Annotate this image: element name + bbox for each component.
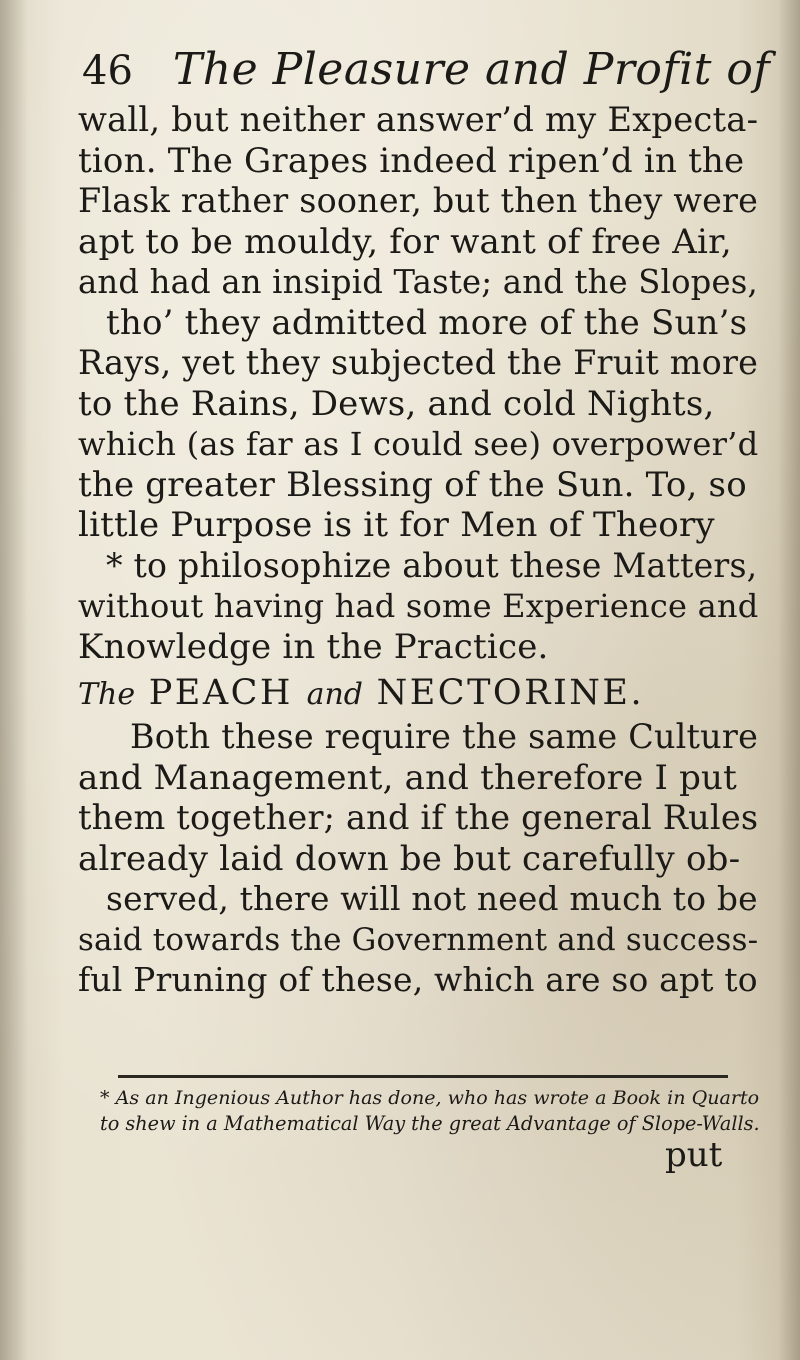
text-line: and Management, and therefore I put bbox=[78, 757, 738, 798]
text-line: said towards the Government and success- bbox=[78, 921, 759, 958]
text-line: which (as far as I could see) overpower’d bbox=[78, 425, 759, 463]
text-line: the greater Blessing of the Sun. To, so bbox=[78, 464, 747, 505]
section-heading-prefix: The bbox=[78, 677, 136, 712]
text-line: Flask rather sooner, but then they were bbox=[78, 181, 759, 220]
text-line: Rays, yet they subjected the Fruit more bbox=[78, 343, 759, 382]
text-line: Knowledge in the Practice. bbox=[78, 626, 549, 667]
text-line: tho’ they admitted more of the Sun’s bbox=[106, 302, 748, 343]
page-edge-shadow bbox=[778, 0, 800, 1360]
text-line: Both these require the same Culture bbox=[130, 717, 759, 756]
text-line: tion. The Grapes indeed ripen’d in the bbox=[78, 140, 745, 181]
running-title: The Pleasure and Profit of bbox=[172, 44, 771, 95]
catchword: put bbox=[665, 1135, 723, 1175]
section-heading bbox=[78, 671, 758, 715]
text-line: to the Rains, Dews, and cold Nights, bbox=[78, 383, 715, 424]
text-line-footnote-ref: * to philosophize about these Matters, bbox=[106, 545, 758, 585]
page-number: 46 bbox=[82, 48, 133, 94]
page-header bbox=[82, 44, 770, 97]
footnote-line: to shew in a Mathematical Way the great Advantage of Slope-Walls. bbox=[100, 1112, 760, 1135]
section-heading-nectorine: NECTORINE. bbox=[376, 673, 645, 713]
text-line: little Purpose is it for Men of Theory bbox=[78, 505, 715, 545]
text-line: already laid down be but carefully ob- bbox=[78, 838, 741, 879]
section-heading-conjunction: and bbox=[306, 677, 363, 712]
text-line: without having had some Experience and bbox=[78, 587, 759, 625]
text-line: ful Pruning of these, which are so apt to bbox=[78, 960, 758, 999]
section-heading-peach: PEACH bbox=[148, 673, 293, 713]
main-text bbox=[78, 100, 758, 1001]
text-line: served, there will not need much to be bbox=[106, 879, 758, 918]
text-line: apt to be mouldy, for want of free Air, bbox=[78, 221, 732, 262]
footnote bbox=[100, 1085, 760, 1137]
text-line: wall, but neither answer’d my Expecta- bbox=[78, 100, 759, 139]
text-line: them together; and if the general Rules bbox=[78, 798, 759, 837]
text-line: and had an insipid Taste; and the Slopes, bbox=[78, 263, 758, 301]
footnote-rule bbox=[118, 1075, 728, 1078]
footnote-line: * As an Ingenious Author has done, who has wrote a Book in Quarto bbox=[100, 1087, 760, 1109]
page-gutter-shadow bbox=[0, 0, 28, 1360]
